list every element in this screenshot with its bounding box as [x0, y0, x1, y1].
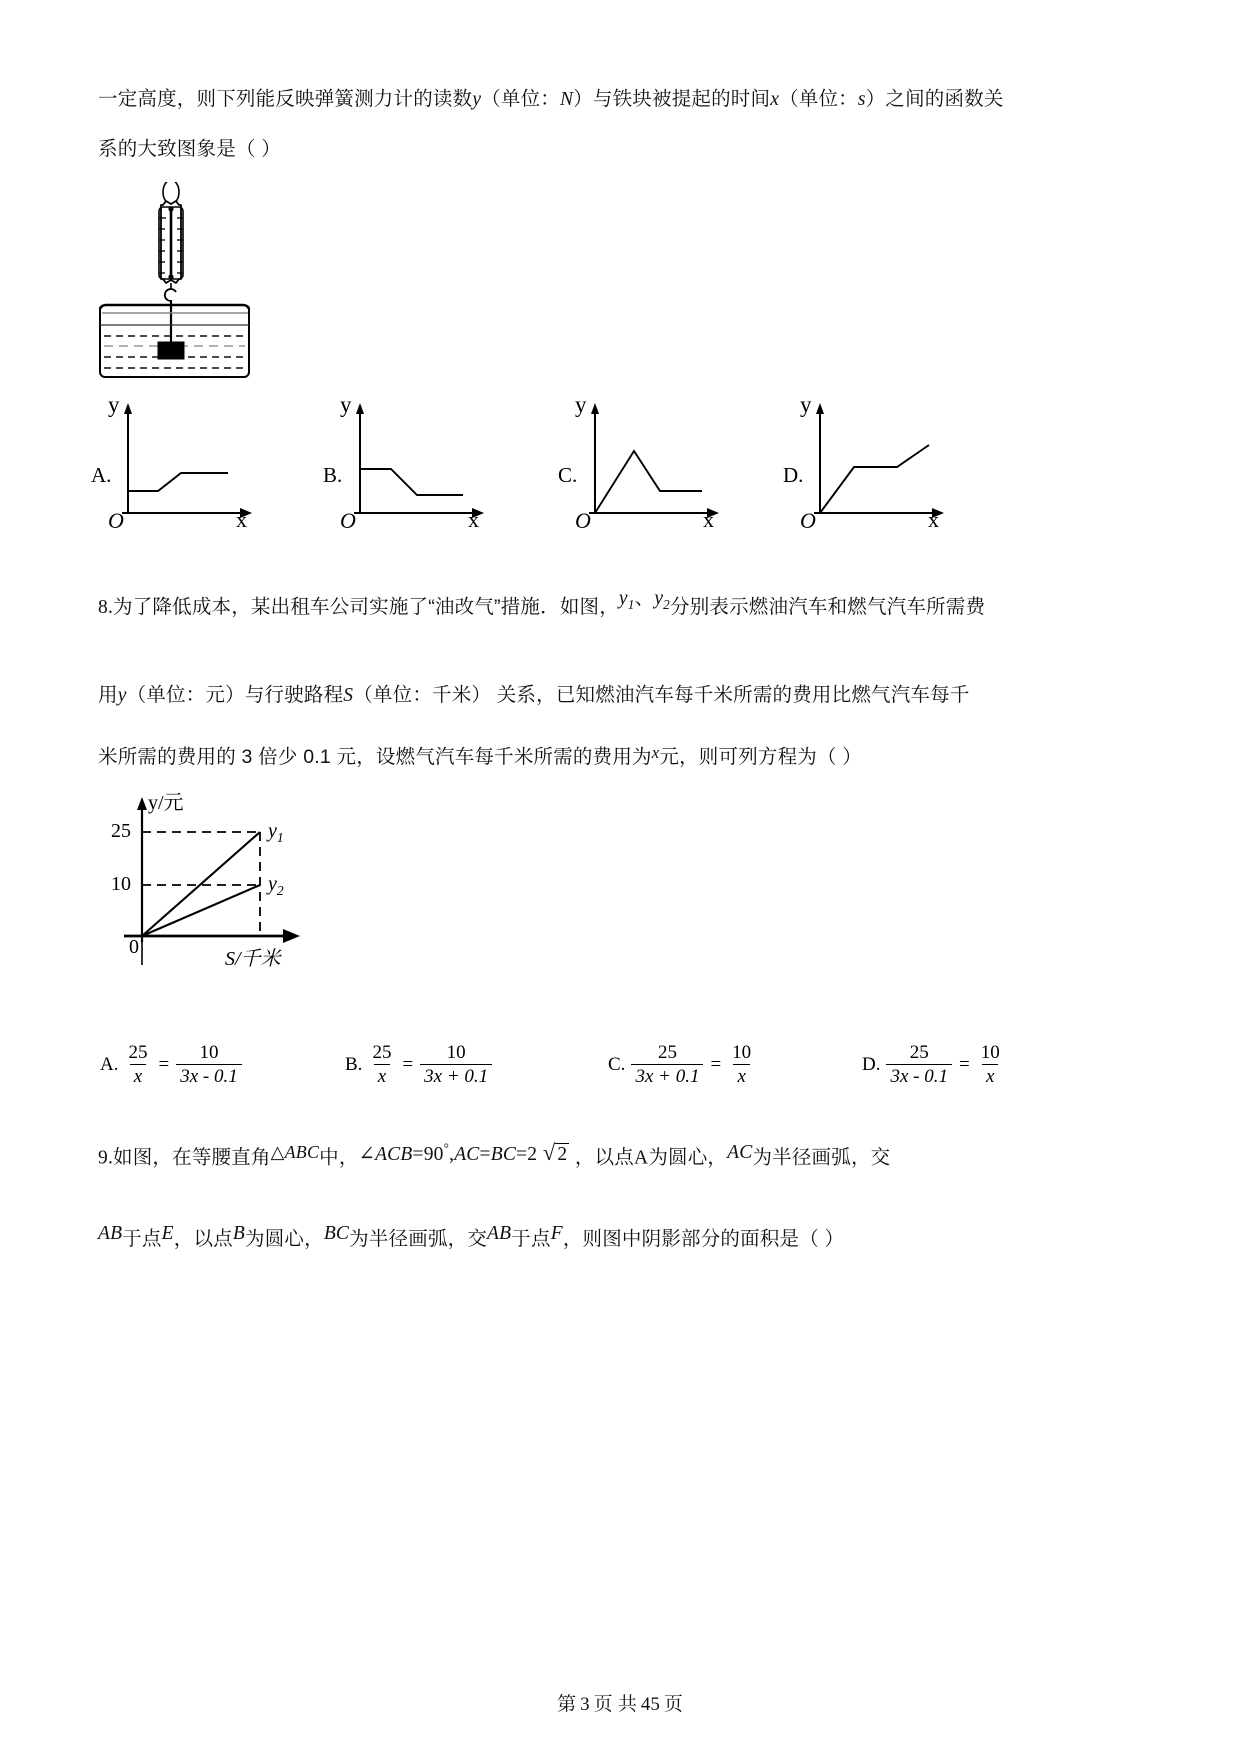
p8-b-num2: 10 [446, 1042, 466, 1063]
scale-top-pivot [168, 206, 173, 211]
option-b-graph [323, 392, 502, 533]
hook-icon [165, 289, 176, 301]
p8-choice-c-frac1 [631, 1042, 703, 1088]
p8-c-num1: 25 [657, 1042, 677, 1063]
p9-a4: 为圆心， [648, 1146, 728, 1169]
option-c-label: C. [558, 463, 578, 487]
p8-d-num2: 10 [980, 1042, 1000, 1063]
option-d-y-label: y [800, 392, 812, 417]
b-curve [360, 469, 463, 495]
p8-choice-a-frac2 [176, 1042, 242, 1088]
option-b-label: B. [323, 463, 343, 487]
p8-var-S: S [343, 685, 354, 706]
p8-var-y: y [117, 685, 127, 706]
p8-c-den1: 3x + 0.1 [631, 1064, 703, 1087]
option-d-label: D. [783, 463, 804, 487]
p9-seg-AB2: AB [487, 1223, 512, 1244]
p9-seg-AB: AB [98, 1223, 123, 1244]
p8-a-den1: x [130, 1064, 146, 1087]
p9-seg-AC: AC [727, 1141, 753, 1163]
option-c-graph [558, 392, 737, 533]
p8-choice-d-label: D. [862, 1053, 881, 1075]
option-a-label: A. [91, 463, 112, 487]
footer-total-pages: 45 [640, 1694, 660, 1715]
p9-point-F: F [550, 1223, 563, 1244]
p9-a2: 中， [319, 1146, 359, 1169]
p8-choice-a-frac1 [124, 1042, 151, 1088]
p9-b6: 于点 [511, 1228, 551, 1250]
p8-choice-d-frac2 [977, 1042, 1004, 1088]
p8-d-num1: 25 [909, 1042, 929, 1063]
p8-choice-b-frac1 [368, 1042, 395, 1088]
p9-b5: 为半径画弧，交 [349, 1228, 488, 1250]
p9-triangle-abc: △ABC [270, 1141, 320, 1162]
fig8-label-y1 [268, 820, 284, 846]
p9-a1: 如图，在等腰直角 [113, 1146, 271, 1169]
d-curve [820, 445, 929, 513]
p9-angle-acb: ∠ACB [358, 1143, 413, 1165]
p7-unit-N: N [559, 89, 574, 110]
p8-b-equals: = [402, 1053, 414, 1075]
p9-sqrt-radicand: 2 [557, 1143, 568, 1165]
p8-choice-c-frac2 [728, 1042, 755, 1088]
footer-suffix: 页 [663, 1694, 683, 1715]
p8-a-den2: 3x - 0.1 [176, 1064, 242, 1087]
problem8-line2 [98, 686, 970, 706]
p7-l1-part-c: ）与铁块被提起的时间 [573, 88, 771, 110]
p9-number: 9. [98, 1147, 114, 1169]
p9-b4: 为圆心， [245, 1228, 324, 1250]
scale-bottom-pivot [168, 274, 173, 279]
p8-l1-text: 为了降低成本，某出租车公司实施了“油改气”措施．如图， [113, 596, 619, 618]
option-d-graph [783, 392, 962, 533]
p8-choice-b-label: B. [345, 1053, 363, 1075]
p9-b7: ，则图中阴影部分的面积是（ ） [562, 1228, 845, 1250]
option-d-origin: O [800, 508, 816, 533]
p9-eq1: =90 [412, 1143, 444, 1165]
p9-degree: ° [443, 1140, 450, 1155]
p8-l2-c: （单位：千米） 关系，已知燃油汽车每千米所需的费用比燃气汽车每千 [353, 684, 970, 706]
p8-l3-a: 米所需的费用的 3 倍少 0.1 元，设燃气汽车每千米所需的费用为 [98, 746, 652, 768]
fig8-y1-sub: 1 [276, 830, 284, 845]
option-a-origin: O [108, 508, 124, 533]
p8-choice-c-label: C. [608, 1053, 626, 1075]
fig8-tick-25: 25 [111, 820, 131, 842]
fig8-line-y1 [142, 832, 260, 936]
fig8-label-y2 [268, 873, 284, 899]
fig8-y2-letter: y [268, 873, 277, 895]
p9-eq2: = [479, 1143, 491, 1165]
option-b-y-label: y [340, 392, 352, 417]
p8-b-num1: 25 [372, 1042, 392, 1063]
c-y-arrow [591, 403, 599, 414]
p8-y2: y [654, 588, 664, 609]
p9-eq3: =2 [516, 1143, 538, 1165]
a-curve [128, 473, 228, 491]
p8-a-num2: 10 [199, 1042, 219, 1063]
p8-c-equals: = [710, 1053, 722, 1075]
page-footer [0, 1689, 1240, 1716]
p8-y2-sub: 2 [663, 596, 670, 612]
fig8-y1-letter: y [268, 820, 277, 842]
p9-comma: , [449, 1143, 455, 1165]
option-a-graph [91, 392, 270, 533]
footer-middle: 页 共 [593, 1694, 637, 1715]
p8-d-den2: x [982, 1064, 998, 1087]
problem9-line1 [98, 1139, 891, 1169]
p9-b2: 于点 [122, 1228, 162, 1250]
p9-AC: AC [454, 1143, 480, 1165]
spring-scale-beaker-figure [92, 182, 272, 387]
option-a-y-label: y [108, 392, 120, 417]
p9-a3: ，以点 [574, 1146, 635, 1169]
p8-a-num1: 25 [128, 1042, 148, 1063]
p9-sqrt: √ 2 [542, 1139, 568, 1165]
p7-l1-part-a: 一定高度，则下列能反映弹簧测力计的读数 [98, 88, 473, 110]
option-b-x-label: x [468, 507, 479, 532]
iron-block [158, 342, 184, 359]
p8-d-den1: 3x - 0.1 [886, 1064, 952, 1087]
p7-l1-part-d: （单位： [779, 88, 858, 110]
p7-var-y: y [472, 89, 482, 110]
p8-d-equals: = [959, 1053, 970, 1075]
p9-point-A: A [634, 1147, 649, 1169]
apparatus-svg [92, 182, 272, 387]
p8-choice-a-label: A. [100, 1053, 119, 1075]
problem7-line2: 系的大致图象是（ ） [98, 138, 281, 160]
p8-b-den1: x [374, 1064, 390, 1087]
problem8-choice-d[interactable] [862, 1042, 1007, 1088]
p9-b3: ，以点 [173, 1228, 233, 1250]
p9-point-E: E [161, 1223, 174, 1244]
fig8-tick-10: 10 [111, 873, 131, 895]
problem8-choice-b[interactable] [345, 1042, 495, 1088]
fig8-y-arrow [137, 797, 147, 810]
p7-var-x: x [770, 89, 780, 110]
problem8-figure [110, 790, 370, 975]
problem8-line1 [98, 587, 986, 620]
fig8-origin: 0 [129, 936, 139, 958]
p9-point-B: B [232, 1223, 245, 1244]
problem8-choice-a[interactable] [100, 1042, 245, 1088]
p8-l1-text2: 分别表示燃油汽车和燃气汽车所需费 [670, 596, 986, 618]
option-c-x-label: x [703, 507, 714, 532]
p7-l1-part-b: （单位： [481, 88, 560, 110]
fig8-y-axis-label: y/元 [148, 792, 184, 814]
p8-y1-sub: 1 [627, 596, 635, 612]
b-y-arrow [356, 403, 364, 414]
fig8-x-axis-label: S/千米 [225, 948, 281, 970]
c-curve [595, 451, 702, 513]
a-y-arrow [124, 403, 132, 414]
option-a-x-label: x [236, 507, 247, 532]
option-d-x-label: x [928, 507, 939, 532]
d-y-arrow [816, 403, 824, 414]
option-b-origin: O [340, 508, 356, 533]
p8-var-x: x [651, 743, 660, 762]
p8-choice-d-frac1 [886, 1042, 952, 1088]
p9-BC: BC [490, 1143, 517, 1165]
p8-l3-b: 元，则可列方程为（ ） [659, 746, 863, 768]
p8-l2-b: （单位：元）与行驶路程 [126, 684, 344, 706]
problem8-choice-c[interactable] [608, 1042, 758, 1088]
p8-l2-a: 用 [98, 684, 118, 706]
problem7-line1 [98, 90, 1004, 110]
option-c-y-label: y [575, 392, 587, 417]
p8-b-den2: 3x + 0.1 [420, 1064, 492, 1087]
p8-sep: 、 [634, 587, 655, 609]
p8-c-den2: x [733, 1064, 749, 1087]
footer-page-number: 3 [580, 1694, 590, 1715]
beaker-rim [100, 305, 249, 309]
option-c-origin: O [575, 508, 591, 533]
p8-a-equals: = [158, 1053, 170, 1075]
problem9-line2 [98, 1223, 845, 1250]
fig8-y2-sub: 2 [276, 883, 284, 898]
problem8-line3 [98, 743, 863, 768]
fig8-line-y2 [142, 885, 260, 936]
p7-l1-part-e: ）之间的函数关 [865, 88, 1004, 110]
fig8-x-arrow [283, 929, 300, 943]
p8-y1: y [618, 588, 628, 609]
footer-prefix: 第 [557, 1694, 577, 1715]
p9-a5: 为半径画弧，交 [752, 1146, 891, 1169]
p9-seg-BC: BC [323, 1223, 350, 1244]
p8-choice-b-frac2 [420, 1042, 492, 1088]
p7-unit-s: s [857, 89, 866, 110]
p8-c-num2: 10 [732, 1042, 752, 1063]
p8-number: 8. [98, 597, 114, 618]
